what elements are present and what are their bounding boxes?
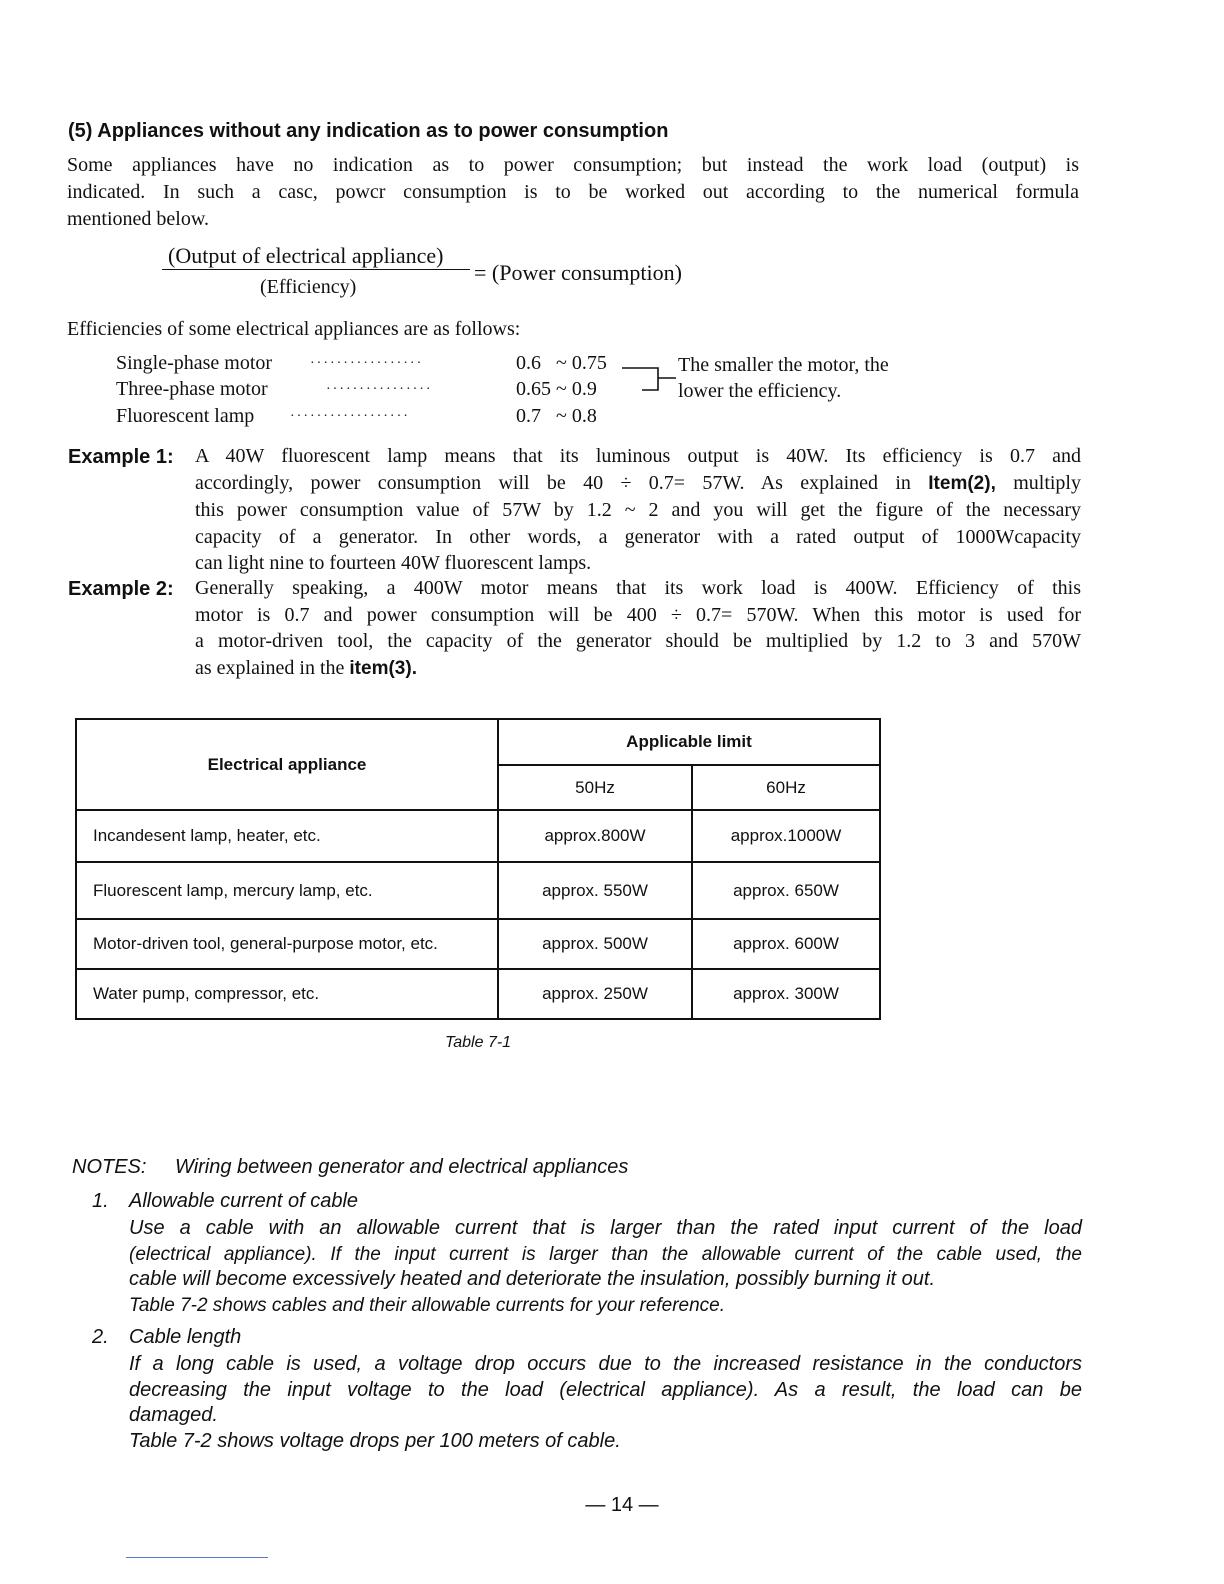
efficiency-range: 0.6 ~ 0.75 bbox=[516, 352, 607, 374]
efficiency-note bbox=[678, 352, 889, 404]
efficiency-name: Single-phase motor bbox=[116, 352, 273, 374]
intro-paragraph bbox=[67, 152, 1079, 233]
limit-60hz-cell: approx. 300W bbox=[692, 969, 880, 1019]
note-line: cable will become excessively heated and deteriorate the insulation, possibly burning it out. bbox=[129, 1268, 936, 1290]
efficiency-range: 0.7 ~ 0.8 bbox=[516, 405, 597, 427]
efficiency-row bbox=[0, 378, 1224, 404]
limit-50hz-cell: approx. 550W bbox=[498, 862, 692, 919]
example-line: a motor-driven tool, the capacity of the generator should be multiplied by 1.2 to 3 and 570W bbox=[195, 630, 1081, 652]
example-line-text: accordingly, power consumption will be 40 ÷ 0.7= 57W. As explained in bbox=[195, 471, 911, 494]
header-electrical-appliance: Electrical appliance bbox=[76, 719, 498, 810]
efficiencies-intro: Efficiencies of some electrical appliances are as follows: bbox=[67, 318, 521, 340]
example-line-tail: multiply bbox=[995, 471, 1081, 494]
table-row bbox=[76, 862, 880, 919]
note-line: decreasing the input voltage to the load (electrical appliance). As a result, the load can be bbox=[129, 1378, 1082, 1401]
notes-label: NOTES: bbox=[72, 1156, 147, 1178]
formula-denominator: (Efficiency) bbox=[260, 276, 357, 298]
efficiency-range: 0.65 ~ 0.9 bbox=[516, 378, 597, 400]
efficiency-dots: ················· bbox=[310, 356, 424, 371]
header-60hz: 60Hz bbox=[692, 765, 880, 810]
example-line: this power consumption value of 57W by 1.2 ~ 2 and you will get the figure of the necessary bbox=[195, 499, 1081, 521]
formula-numerator: (Output of electrical appliance) bbox=[168, 243, 444, 268]
example-line bbox=[195, 655, 1081, 683]
table-row bbox=[76, 810, 880, 862]
efficiency-dots: ················ bbox=[326, 382, 433, 397]
efficiency-row bbox=[0, 352, 1224, 378]
formula-fraction-bar bbox=[162, 269, 470, 270]
limit-60hz-cell: approx.1000W bbox=[692, 810, 880, 862]
efficiency-name: Fluorescent lamp bbox=[116, 405, 255, 427]
section-heading: (5) Appliances without any indication as to power consumption bbox=[68, 120, 669, 142]
intro-line: mentioned below. bbox=[67, 208, 210, 230]
header-50hz: 50Hz bbox=[498, 765, 692, 810]
note-2-number: 2. bbox=[92, 1326, 109, 1348]
note-line: damaged. bbox=[129, 1404, 218, 1426]
footer-rule bbox=[126, 1557, 268, 1558]
efficiency-name: Three-phase motor bbox=[116, 378, 268, 400]
note-line: Use a cable with an allowable current that is larger than the rated input current of the load bbox=[129, 1217, 1082, 1239]
example-line: A 40W fluorescent lamp means that its luminous output is 40W. Its efficiency is 0.7 and bbox=[195, 445, 1081, 467]
appliance-cell: Fluorescent lamp, mercury lamp, etc. bbox=[76, 862, 498, 919]
note-line: Table 7-2 shows voltage drops per 100 meters of cable. bbox=[129, 1429, 621, 1452]
example-2-body bbox=[195, 575, 1081, 682]
example-ref-item2: Item(2), bbox=[928, 472, 996, 494]
table-row bbox=[76, 969, 880, 1019]
example-ref-item3: item(3). bbox=[349, 657, 417, 679]
limit-60hz-cell: approx. 650W bbox=[692, 862, 880, 919]
header-applicable-limit: Applicable limit bbox=[498, 719, 880, 765]
note-1-title: Allowable current of cable bbox=[129, 1190, 359, 1212]
note-1-body bbox=[129, 1216, 1082, 1318]
appliance-cell: Water pump, compressor, etc. bbox=[76, 969, 498, 1019]
example-line: can light nine to fourteen 40W fluorescent lamps. bbox=[195, 552, 592, 574]
formula-result: = (Power consumption) bbox=[474, 260, 682, 285]
limit-60hz-cell: approx. 600W bbox=[692, 919, 880, 969]
note-line: Table 7-2 shows cables and their allowable currents for your reference. bbox=[129, 1294, 726, 1316]
example-line-text: as explained in the bbox=[195, 656, 345, 679]
page-number: — 14 — bbox=[585, 1494, 659, 1516]
note-2-body bbox=[129, 1352, 1082, 1454]
appliance-cell: Incandesent lamp, heater, etc. bbox=[76, 810, 498, 862]
applicable-limit-table bbox=[75, 718, 881, 1020]
example-1-label: Example 1: bbox=[68, 446, 174, 468]
example-1-body bbox=[195, 443, 1081, 577]
example-line: Generally speaking, a 400W motor means that its work load is 400W. Efficiency of this bbox=[195, 577, 1081, 599]
notes-title: Wiring between generator and electrical appliances bbox=[175, 1156, 629, 1178]
note-1-number: 1. bbox=[92, 1190, 109, 1212]
efficiency-dots: ·················· bbox=[290, 409, 410, 424]
table-caption: Table 7-1 bbox=[444, 1034, 512, 1051]
limit-50hz-cell: approx.800W bbox=[498, 810, 692, 862]
efficiency-row bbox=[0, 405, 1224, 431]
appliance-cell: Motor-driven tool, general-purpose motor, etc. bbox=[76, 919, 498, 969]
efficiency-note-line: The smaller the motor, the bbox=[678, 354, 889, 376]
note-line: (electrical appliance). If the input current is larger than the allowable current of the cable used, the bbox=[129, 1243, 1082, 1265]
example-line bbox=[195, 470, 1081, 498]
table-row bbox=[76, 919, 880, 969]
efficiency-bracket bbox=[620, 356, 680, 396]
limit-50hz-cell: approx. 250W bbox=[498, 969, 692, 1019]
efficiency-note-line: lower the efficiency. bbox=[678, 380, 842, 402]
note-line: If a long cable is used, a voltage drop occurs due to the increased resistance in the conductors bbox=[129, 1353, 1082, 1375]
intro-line: Some appliances have no indication as to power consumption; but instead the work load (output) is bbox=[67, 154, 1079, 176]
example-2-label: Example 2: bbox=[68, 578, 174, 600]
intro-line: indicated. In such a casc, powcr consumption is to be worked out according to the numerical formula bbox=[67, 181, 1079, 203]
example-line: motor is 0.7 and power consumption will be 400 ÷ 0.7= 570W. When this motor is used for bbox=[195, 603, 1081, 626]
note-2-title: Cable length bbox=[129, 1326, 242, 1348]
example-line: capacity of a generator. In other words, a generator with a rated output of 1000Wcapacity bbox=[195, 525, 1081, 548]
table-header-row bbox=[76, 719, 880, 765]
limit-50hz-cell: approx. 500W bbox=[498, 919, 692, 969]
